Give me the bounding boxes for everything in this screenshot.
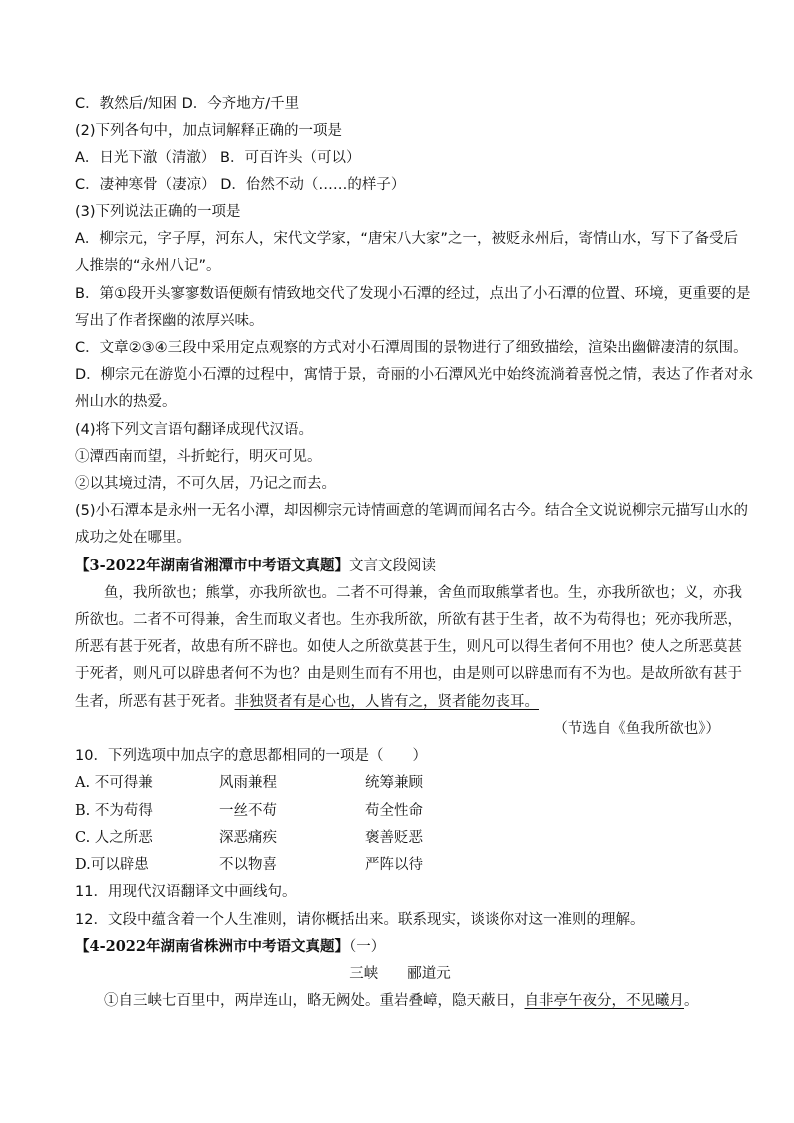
q4-stem: (4)将下列文言语句翻译成现代汉语。: [75, 422, 314, 438]
passage3-underlined-sentence: 非独贤者有是心也，人皆有之，贤者能勿丧耳。: [234, 694, 539, 710]
q10-option-a-3: 统筹兼顾: [365, 775, 423, 791]
section4-title: 三峡 郦道元: [349, 966, 451, 982]
q10-option-c-2: 深恶痛疾: [219, 830, 277, 846]
q2-options-ab: A．日光下澈（清澈） B．可百许头（可以）: [75, 150, 361, 166]
passage3-line4: 于死者，则凡可以辟患者何不为也？由是则生而有不用也，由是则可以辟患而有不为也。是故所欲有甚于: [75, 666, 742, 682]
q3-option-c: C．文章②③④三段中采用定点观察的方式对小石潭周围的景物进行了细致描绘，渲染出幽僻凄清的氛围。: [75, 340, 748, 356]
q2-options-cd: C．凄神寒骨（凄凉） D．佁然不动（……的样子）: [75, 177, 406, 193]
section3-heading: [75, 556, 725, 576]
q10-option-a-2: 风雨兼程: [219, 775, 277, 791]
passage4-line1-text: ①自三峡七百里中，两岸连山，略无阙处。重岩叠嶂，隐天蔽日，: [104, 993, 525, 1009]
q10-option-c-3: 褒善贬恶: [365, 830, 423, 846]
q10-option-b-2: 一丝不苟: [219, 803, 277, 819]
section3-heading-title: 【3-2022年湖南省湘潭市中考语文真题】: [75, 557, 349, 574]
passage3-line3: 所恶有甚于死者，故患有所不辟也。如使人之所欲莫甚于生，则凡可以得生者何不用也？使人之所恶莫甚: [75, 639, 742, 655]
q4-sentence-2: ②以其境过清，不可久居，乃记之而去。: [75, 476, 336, 492]
q10-option-c-1: C. 人之所恶: [75, 830, 153, 846]
q3-option-b-line2: 写出了作者探幽的浓厚兴味。: [75, 313, 264, 329]
q10-option-d-1: D.可以辟患: [75, 857, 149, 873]
q10-option-b-1: B. 不为苟得: [75, 803, 153, 819]
q2-stem: (2)下列各句中，加点词解释正确的一项是: [75, 123, 343, 139]
q3-option-b-line1: B．第①段开头寥寥数语便颇有情致地交代了发现小石潭的经过，点出了小石潭的位置、环境，更重要的是: [75, 286, 751, 302]
q10-option-d-2: 不以物喜: [219, 857, 277, 873]
q5-line2: 成功之处在哪里。: [75, 530, 191, 546]
q3-option-d-line1: D．柳宗元在游览小石潭的过程中，寓情于景，奇丽的小石潭风光中始终流淌着喜悦之情，表达了作者对永: [75, 367, 754, 383]
passage3-line1: 鱼，我所欲也；熊掌，亦我所欲也。二者不可得兼，舍鱼而取熊掌者也。生，亦我所欲也；义，亦我: [104, 585, 742, 601]
passage3-line5-text: 生者，所恶有甚于死者。: [75, 694, 235, 710]
passage3-line2: 所欲也。二者不可得兼，舍生而取义者也。生亦我所欲，所欲有甚于生者，故不为苟得也；死亦我所恶，: [75, 612, 742, 628]
passage4-line1-end: 。: [684, 993, 699, 1009]
passage3-line5: [75, 692, 725, 712]
q5-line1: (5)小石潭本是永州一无名小潭，却因柳宗元诗情画意的笔调而闻名古今。结合全文说说柳宗元描写山水的: [75, 503, 749, 519]
q3-stem: (3)下列说法正确的一项是: [75, 204, 241, 220]
q10-option-d-3: 严阵以待: [365, 857, 423, 873]
passage4-line1: [75, 991, 754, 1011]
q10-option-a-1: A. 不可得兼: [75, 775, 153, 791]
q10-stem: 10．下列选项中加点字的意思都相同的一项是（ ）: [75, 748, 427, 764]
q3-option-a-line2: 人推崇的“永州八记”。: [75, 258, 221, 274]
section4-heading: [75, 937, 725, 957]
q10-option-b-3: 苟全性命: [365, 803, 423, 819]
q3-option-a-line1: A．柳宗元，字子厚，河东人，宋代文学家，“唐宋八大家”之一，被贬永州后，寄情山水，写下了备受后: [75, 231, 738, 247]
q12: 12．文段中蕴含着一个人生准则，请你概括出来。联系现实，谈谈你对这一准则的理解。: [75, 912, 645, 928]
passage3-source: （节选自《鱼我所欲也》）: [553, 721, 720, 737]
passage4-underlined-phrase: 自非亭午夜分，不见曦月: [524, 993, 684, 1009]
q4-sentence-1: ①潭西南而望，斗折蛇行，明灭可见。: [75, 449, 322, 465]
section4-heading-suffix: （一）: [348, 939, 386, 955]
section3-heading-suffix: 文言文段阅读: [348, 558, 436, 574]
section4-heading-title: 【4-2022年湖南省株洲市中考语文真题】: [75, 938, 349, 955]
q3-option-d-line2: 州山水的热爱。: [75, 394, 177, 410]
q11: 11．用现代汉语翻译文中画线句。: [75, 884, 297, 900]
q1-options-cd: C．教然后/知困 D．今齐地方/千里: [75, 96, 300, 112]
